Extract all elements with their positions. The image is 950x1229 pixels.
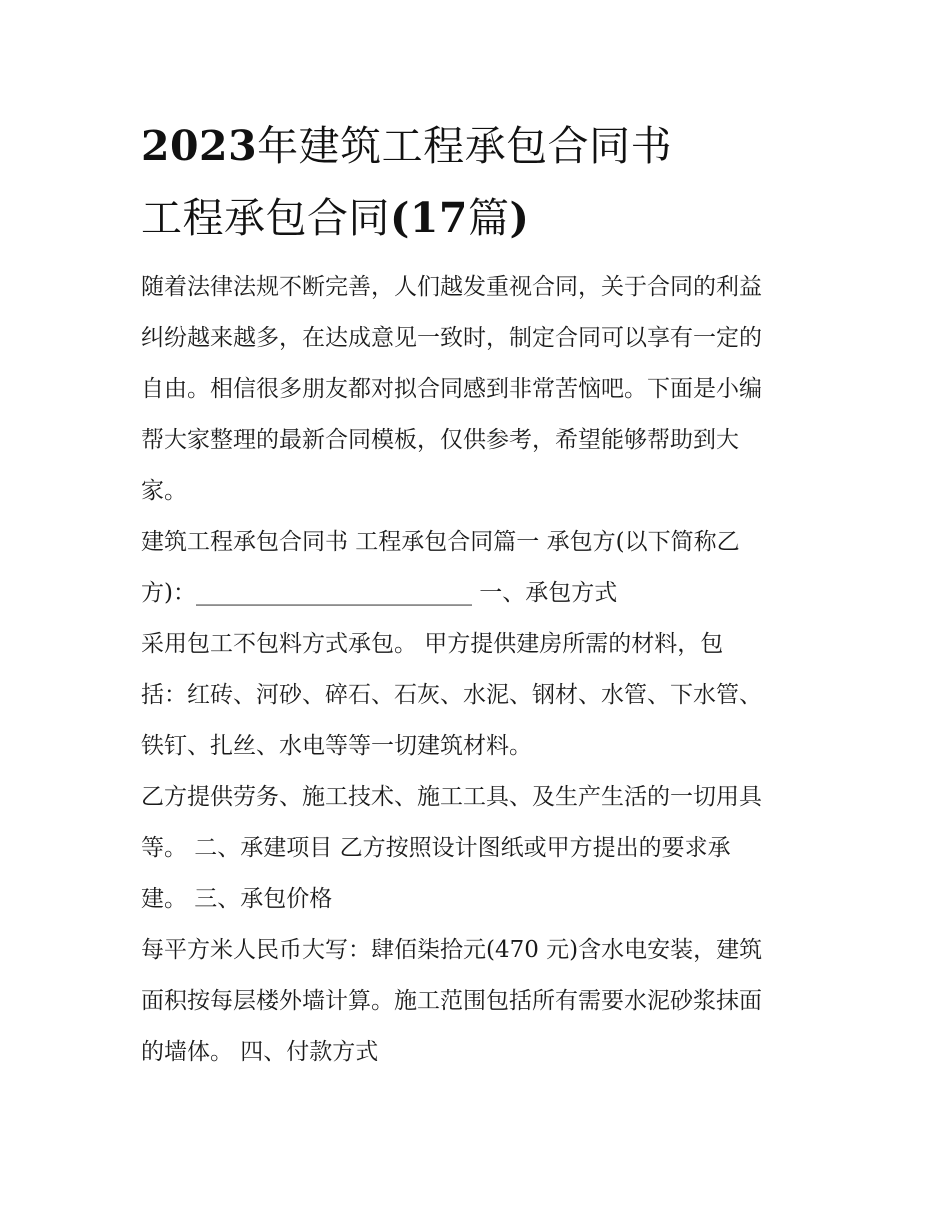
document-title — [141, 110, 813, 254]
text-line: 铁钉、扎丝、水电等等一切建筑材料。 — [141, 733, 532, 759]
paragraph-contractor — [141, 517, 813, 619]
text-line: 采用包工不包料方式承包。 甲方提供建房所需的材料，包 — [141, 631, 724, 657]
title-count-close: ) — [509, 194, 530, 242]
title-count-unit: 篇 — [467, 194, 510, 242]
text-line: 家。 — [141, 478, 187, 504]
text-line: 面积按每层楼外墙计算。施工范围包括所有需要水泥砂浆抹面 — [141, 988, 762, 1014]
text-line: 的墙体。 四、付款方式 — [141, 1039, 379, 1065]
paragraph-intro — [141, 262, 813, 517]
paragraph-materials — [141, 619, 813, 772]
title-subtitle-text: 工程承包合同 — [141, 194, 390, 242]
text-line: 乙方提供劳务、施工技术、施工工具、及生产生活的一切用具 — [141, 784, 762, 810]
paragraph-labor — [141, 772, 813, 925]
text-line: 自由。相信很多朋友都对拟合同感到非常苦恼吧。下面是小编 — [141, 376, 762, 402]
paragraph-price — [141, 925, 813, 1078]
text-line: 随着法律法规不断完善，人们越发重视合同，关于合同的利益 — [141, 274, 762, 300]
title-main-text: 年建筑工程承包合同书 — [257, 122, 673, 170]
document-content — [141, 110, 813, 1078]
text-line: 建。 三、承包价格 — [141, 886, 333, 912]
text-line: 括：红砖、河砂、碎石、石灰、水泥、钢材、水管、下水管、 — [141, 682, 762, 708]
text-line: 方)：________________________ 一、承包方式 — [141, 580, 618, 606]
document-body — [141, 262, 813, 1078]
text-line: 建筑工程承包合同书 工程承包合同篇一 承包方(以下简称乙 — [141, 529, 740, 555]
text-line: 等。 二、承建项目 乙方按照设计图纸或甲方提出的要求承 — [141, 835, 731, 861]
title-line-1 — [141, 110, 813, 182]
title-count-open: (17 — [390, 194, 468, 242]
title-line-2 — [141, 182, 813, 254]
text-line: 纠纷越来越多，在达成意见一致时，制定合同可以享有一定的 — [141, 325, 762, 351]
text-line: 每平方米人民币大写：肆佰柒拾元(470 元)含水电安装，建筑 — [141, 937, 763, 963]
text-line: 帮大家整理的最新合同模板，仅供参考，希望能够帮助到大 — [141, 427, 739, 453]
title-year: 2023 — [141, 122, 258, 170]
